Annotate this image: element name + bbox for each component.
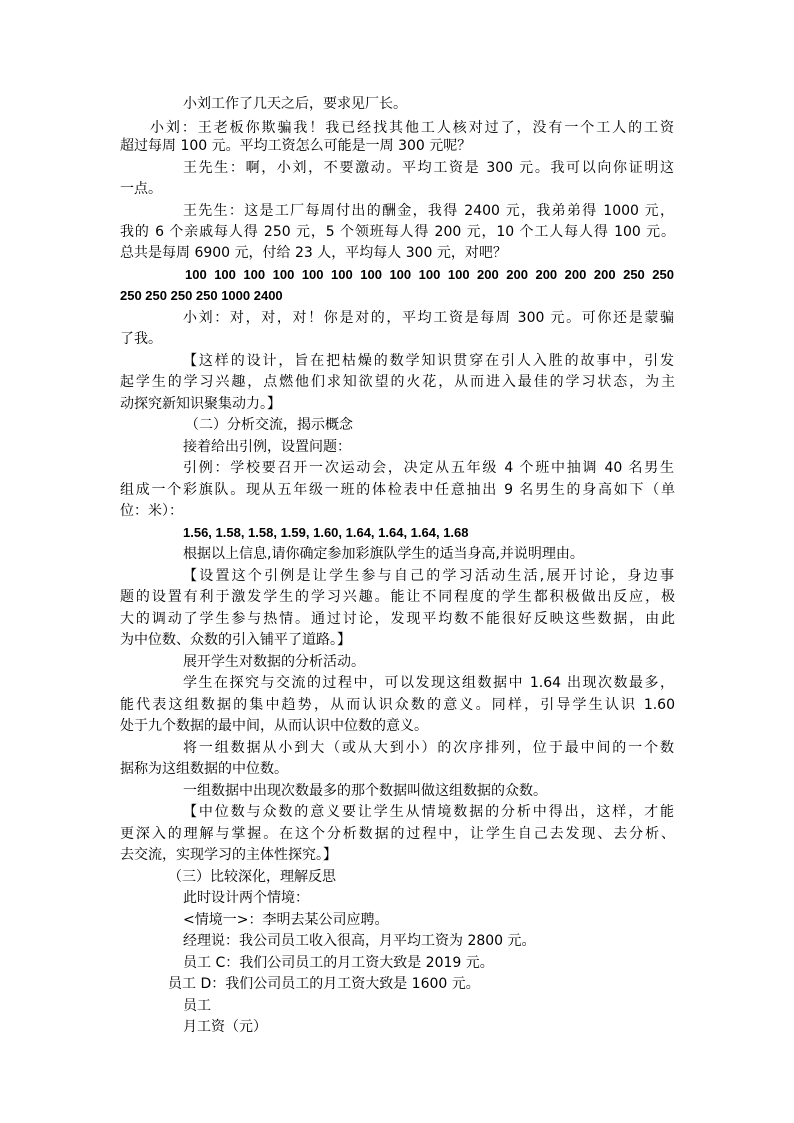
text-line: 将一组数据从小到大（或从大到小）的次序排列，位于最中间的一个数	[183, 740, 674, 756]
text-line: 据称为这组数据的中位数。	[120, 761, 288, 777]
text-line: 总共是每周 6900 元，付给 23 人，平均每人 300 元，对吧？	[120, 245, 507, 261]
text-line: 小刘工作了几天之后，要求见厂长。	[183, 96, 407, 112]
wage-list-line: 100 100 100 100 100 100 100 100 100 100 200 200 200 200 200 250 250	[185, 267, 674, 282]
text-line: 王先生：这是工厂每周付出的酬金，我得 2400 元，我弟弟得 1000 元，	[183, 203, 674, 219]
text-line: 经理说：我公司员工收入很高，月平均工资为 2800 元。	[183, 933, 536, 949]
text-line: 一点。	[120, 181, 162, 197]
text-line: 题的设置有利于激发学生的学习兴趣。能让不同程度的学生都积极做出反应，极	[120, 589, 675, 605]
text-line: 了我。	[120, 331, 162, 347]
text-line: 小刘：王老板你欺骗我！我已经找其他工人核对过了，没有一个工人的工资	[150, 120, 674, 136]
text-line: 展开学生对数据的分析活动。	[183, 654, 365, 670]
section-heading: （三）比较深化，理解反思	[168, 869, 336, 885]
text-line: 员工	[183, 998, 211, 1014]
text-line: 为中位数、众数的引入铺平了道路。】	[120, 632, 351, 648]
text-line: 组成一个彩旗队。现从五年级一班的体检表中任意抽出 9 名男生的身高如下（单	[120, 482, 675, 498]
text-line: 【这样的设计，旨在把枯燥的数学知识贯穿在引人入胜的故事中，引发	[183, 353, 674, 369]
text-line: 根据以上信息,请你确定参加彩旗队学生的适当身高,并说明理由。	[183, 546, 584, 562]
text-line: 能代表这组数据的集中趋势，从而认识众数的意义。同样，引导学生认识 1.60	[120, 697, 675, 713]
text-line: 员工 C：我们公司员工的月工资大致是 2019 元。	[183, 955, 494, 971]
text-line: 引例：学校要召开一次运动会，决定从五年级 4 个班中抽调 40 名男生	[183, 460, 674, 476]
text-line: 一组数据中出现次数最多的那个数据叫做这组数据的众数。	[183, 783, 547, 799]
text-line: 超过每周 100 元。平均工资怎么可能是一周 300 元呢？	[120, 138, 472, 154]
text-line: 更深入的理解与掌握。在这个分析数据的过程中，让学生自己去发现、去分析、	[120, 826, 675, 842]
text-line: 【中位数与众数的意义要让学生从情境数据的分析中得出，这样，才能	[183, 804, 674, 820]
text-line: 动探究新知识聚集动力。】	[120, 396, 281, 412]
text-line: 接着给出引例，设置问题：	[183, 439, 351, 455]
text-line: 起学生的学习兴趣，点燃他们求知欲望的火花，从而进入最佳的学习状态，为主	[120, 374, 675, 390]
text-line: 员工 D：我们公司员工的月工资大致是 1600 元。	[168, 976, 480, 992]
text-line: 处于九个数据的最中间，从而认识中位数的意义。	[120, 718, 428, 734]
text-line: 学生在探究与交流的过程中，可以发现这组数据中 1.64 出现次数最多，	[183, 675, 674, 691]
text-line: 去交流，实现学习的主体性探究。】	[120, 847, 337, 863]
wage-list-line: 250 250 250 250 1000 2400	[120, 288, 283, 303]
text-line: 【设置这个引例是让学生参与自己的学习活动生活,展开讨论，身边事	[183, 568, 674, 584]
text-line: 小刘：对，对，对！你是对的，平均工资是每周 300 元。可你还是蒙骗	[183, 310, 674, 326]
text-line: 位：米）：	[120, 503, 183, 519]
text-line: <情境一>：李明去某公司应聘。	[183, 912, 389, 928]
text-line: 月工资（元）	[183, 1019, 267, 1035]
section-heading: （二）分析交流，揭示概念	[185, 417, 353, 433]
text-line: 我的 6 个亲戚每人得 250 元，5 个领班每人得 200 元，10 个工人每人得 100 元。	[120, 224, 675, 240]
text-line: 大的调动了学生参与热情。通过讨论，发现平均数不能很好反映这些数据，由此	[120, 611, 675, 627]
text-line: 此时设计两个情境：	[183, 890, 309, 906]
text-line: 王先生：啊，小刘，不要激动。平均工资是 300 元。我可以向你证明这	[183, 160, 674, 176]
height-data-line: 1.56, 1.58, 1.58, 1.59, 1.60, 1.64, 1.64, 1.64, 1.68	[183, 525, 469, 540]
